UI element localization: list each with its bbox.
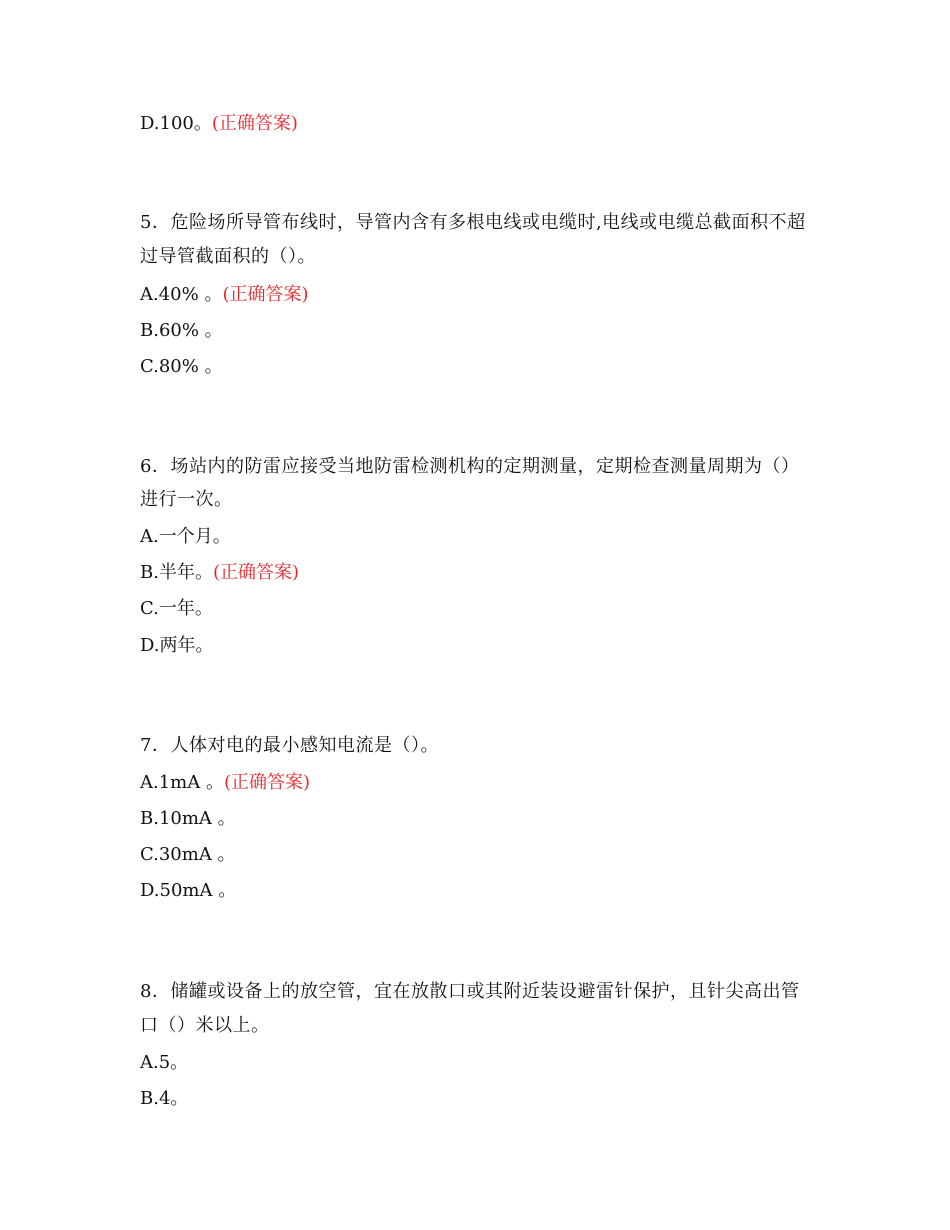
question-6-option-d: D.两年。 <box>140 635 214 656</box>
question-5-stem-line-1: 5．危险场所导管布线时，导管内含有多根电线或电缆时,电线或电缆总截面积不超 <box>140 212 806 233</box>
option-text: B.半年。 <box>140 562 213 583</box>
question-7-option-a <box>140 771 310 795</box>
question-7-stem-line-1: 7．人体对电的最小感知电流是（）。 <box>140 735 439 756</box>
question-8-option-a: A.5。 <box>140 1052 189 1073</box>
question-7-option-c: C.30mA 。 <box>140 844 236 865</box>
question-7-option-d: D.50mA 。 <box>140 880 237 901</box>
question-6-option-a: A.一个月。 <box>140 526 231 547</box>
question-8-option-b: B.4。 <box>140 1088 189 1109</box>
question-7-option-b: B.10mA 。 <box>140 808 236 829</box>
correct-answer-mark: (正确答案) <box>223 772 311 793</box>
question-6-option-c: C.一年。 <box>140 598 213 619</box>
correct-answer-mark: (正确答案) <box>211 113 298 134</box>
question-6-option-b <box>140 561 299 585</box>
option-text: D.100。 <box>140 113 212 134</box>
correct-answer-mark: (正确答案) <box>222 284 309 305</box>
option-d-q4 <box>140 112 298 136</box>
correct-answer-mark: (正确答案) <box>212 562 299 583</box>
question-5-stem-line-2: 过导管截面积的（）。 <box>140 246 316 267</box>
question-5-option-b: B.60% 。 <box>140 320 223 341</box>
question-8-stem-line-2: 口（）米以上。 <box>140 1015 270 1036</box>
question-5-option-a <box>140 283 309 307</box>
question-6-stem-line-2: 进行一次。 <box>140 489 233 510</box>
question-8-stem-line-1: 8．储罐或设备上的放空管，宜在放散口或其附近装设避雷针保护，且针尖高出管 <box>140 981 800 1002</box>
question-5-option-c: C.80% 。 <box>140 356 223 377</box>
question-6-stem-line-1: 6．场站内的防雷应接受当地防雷检测机构的定期测量，定期检查测量周期为（） <box>140 456 800 477</box>
option-text: A.40% 。 <box>140 284 223 305</box>
option-text: A.1mA 。 <box>140 772 224 793</box>
